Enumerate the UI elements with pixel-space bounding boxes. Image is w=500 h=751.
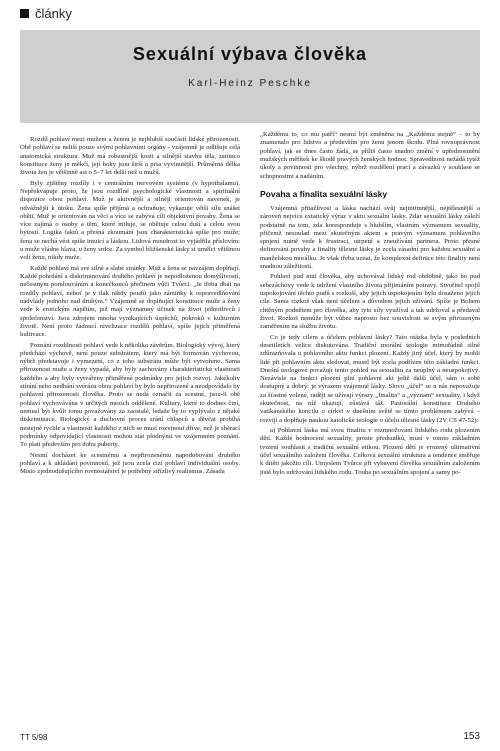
issue-label: TT 5/98 <box>20 733 48 742</box>
paragraph: Vzájemná přitažlivost a láska nachází svůj nejintimnější, nejtělesnější a zároveň nejvíce extatický výraz v aktu sexuální lásky. Zdar sexuální lásky záleží podstatně na tom, zda koresponduje s hlubším, vlastním významem sexuality, přičemž nesoulad mezi skutečným aktem a pravým významem pohlavního spojení nutně vede k frustraci, utrpení a zneužívání partnera. Proto přesné definování povahy a finality tělesné lásky je zcela zásadní pro každou sexuální a manželskou morálku. Je však třeba uznat, že komplexní definice této finality není snadnou záležitostí. <box>260 204 480 271</box>
paragraph: Byly zjištěny rozdíly i v centrálním nervovém systému (v hypothalamu). Nepřekvapuje proto, že jsou rozdílné psychologické vlastnosti a spirituální dispozice obou pohlaví. Muž je aktivnější a silněji orientován navenek, je odvážnější k útoku. Žena spíše přijímá a ochraňuje; vykazuje větší sílu snášet oběti. Muž je orientován na věci a více se zabývá cíli objektivní povahy. Žena se více zajímá o osoby a těm, které miluje, se obětuje celou duší a celou svou bytostí. Logika faktů a přesná zkoumání jsou charakteristická spíše pro muže; žena se nechá vést spíše intuicí a láskou. Lidová moudrost to vyjádřila příslovím: u muže vládne hlava, u ženy srdce. Za symbol bližšenské lásky si umělci většinou volí ženu, nikdy muže. <box>20 179 240 262</box>
section-heading: Povaha a finalita sexuální lásky <box>260 188 388 199</box>
square-bullet-icon <box>20 9 29 18</box>
paragraph: „Každému to, co mu patří“ nesmí být změněna na „Každému stejně“ – to by znamenalo pro lidstvo a především pro ženu jenom škodu. Plná rovnoprávnost pohlaví, jak se dnes často žádá, se příliš často snadno změní v upřednostnění mužských měřítek ke škodě pravých ženských hodnot. Spravedlnost nežádá tytéž úkoly a povinnosti pro všechny, nýbrž rozdělení prací a závazků v souhlase se schopnostmi a nadáním. <box>260 131 480 180</box>
paragraph: Nesmí docházet ke scestnému a nepřirozenému napodobování druhého pohlaví a k ukládání povinností, jež jsou zcela cizí pohlaví individuální osoby. Místo zjednodušujícího rovnostářství je potřebný střízlivý realismus. Zásada <box>20 451 240 476</box>
section-tag <box>20 6 72 21</box>
paragraph: a) Pohlavní láska má svou finalitu v rozmnožování lidského rodu plozením dětí. Každé hodnocení sexuality, proste předsudků, musí v tomto základním tvrzení souhlasit s tradiční sexuální etikou. Plození dětí je vrozený ultimativní účel sexuálního založení člověka. Celková sexuální struktura a tendence směřuje k dítěti jakožto cíli. Umyslem Tvůrce při vybavení člověka sexuálním založením jistě bylo udržování lidského rodu. Touha po sexuálním spojení a samy po- <box>260 427 480 476</box>
section-label: články <box>35 6 72 21</box>
title-box <box>20 30 480 123</box>
article-title: Sexuální výbava člověka <box>132 44 368 64</box>
right-column <box>260 131 480 721</box>
article-author: Karl-Heinz Peschke <box>188 78 312 89</box>
paragraph: Každé pohlaví má své silné a slabé stránky. Muž a žena se navzájem doplňují. Každé pohrdání a diskriminování druhého pohlaví je nepodloženou domýšlivostí, nečestným pomlouváním a konečkonců přečinem vůči Tvůrci. „Je třeba dbát na rozdíly pohlaví, neboť je v tlak nikdy použít jako záminky k ospravedlňování nadvlády jednoho nad druhým.“ Vzájemně se doplňující konstituce muže a ženy vede k erotickým napětím, jež mají významný účinek na život jednotlivců i společenství. Jsou zdrojem mnoha vynikajících úspěchů, pokroků v kulturním životě. Není proto žádoucí nivelizace rozdílů pohlaví, spíše jejich přiměřená kultivace. <box>20 264 240 339</box>
paragraph: Co je tedy cílem a účelem pohlavní lásky? Tato otázka byla v posledních desetiletích velice diskutována. Tradiční morální teologie mimořádně silně zdůrazňovala u pohlavního aktu funkci plození. Každý jiný účel, který by mohli lidé při pohlavním aktu sledovat, musel být zcela podřízen této základní funkci. Dnešní teologové považují tento pohled na sexualitu za neúplný a neuspokojivý. Nezávisle na funkci plození plní pohlavní akt ještě další účel, sám o sobě dostupný a dobrý: je výrazem vzájemné lásky. Slovo „účel“ se u nás nepovažuje za šťastné volené, raději se užívají výrazy „finalita“ a „význam“ sexuality, i když skutečnost, na níž ukazují, zůstává táž. Pastorální konstituce Druhého vatikánského koncilu o církvi v dnešním světě se tímto problémem zabývá – rozvíjí a doplňuje naukou katolické teologie o účelu tělesné lásky (2V CS 47-52): <box>260 333 480 424</box>
paragraph: Poznání rozdílnosti pohlaví vede k několika závěrům. Biologický vývoj, který předchází výchově, není pouze substrátem, který má být formován výchovou, nýbrž představuje i vymezení, co z toho substrátu může být vytvořeno. Sama přirozenost muže a ženy vypadá, aby byly zachovány charakteristické vlastnosti každého a aby byly vytvářeny přiměřené podmínky pro jejich rozvoj. Jakékoliv stírání nebo nedbání svérázu obou pohlaví by bylo nepřirozené a neodpovídalo by pohlavní přirozenosti člověka. Proto se nedá označit za scestné, jsou-li obě pohlaví vychovávána v určitých mezích odděleně. Kultury, které to dodnes činí, nemusí být kvůli tomu považovány za zaostalé, ledaže by to vyplývalo z nějaké diskriminace. Biologický a duchovní proces zrání chlapců a děvčat probíhá nestejně rychle a vlastnosti každého z nich se musí rozvinout dříve, než je sběrací podmínky odpovídající vlastnosti mohou stát plodnými ve vzájemném poznání. To platí především pro dobu puberty. <box>20 341 240 449</box>
paragraph: Pohlaví pud nutí člověka, aby uchovával lidský rod obdobně, jako ho pud sebezáchovy vede k udržení vlastního života přijímáním potravy. Stvořitel spojil uspokojování těchto pudů s rozkoší, aby jejich uspokojením bylo dosaženo jejich cíle. Sama rozkoš však není účelem a důvodem jejich užívání. Spíše je Bohem chtěným podnětem pro člověka, aby tyto síly využíval a tak udržoval a předával život. Rozkoš nemůže být vůbec naprosto bez souvislosti se svým přirozeným zaměřením na službu životu. <box>260 273 480 331</box>
left-column <box>20 136 240 721</box>
page-number: 153 <box>463 731 480 742</box>
paragraph: Rozdíl pohlaví mezi mužem a ženou je nejhlubší součástí lidské přirozenosti. Obě pohlaví se neliší pouze svými pohlavními orgány - vzájemně je odlišuje celá anatomická struktura. Muž má robustnější kosti a silnější stavbu těla, zatímco konstituce ženy je měkčí, její boky jsou širší a prsa vyvinutější. Průměrná délka života žen je většinně asi o 5–7 let delší než u mužů. <box>20 136 240 177</box>
